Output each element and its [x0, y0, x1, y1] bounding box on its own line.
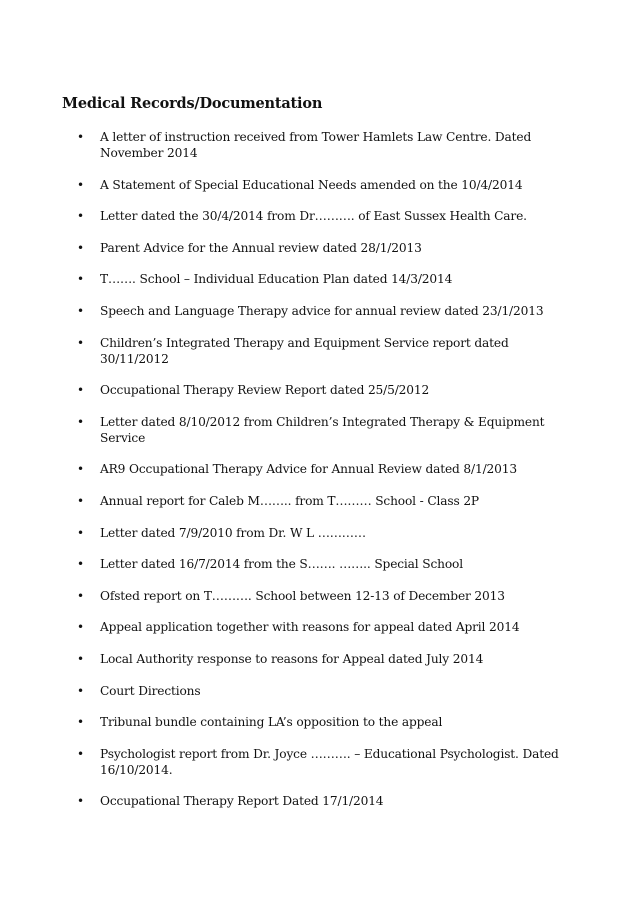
- list-item-text: AR9 Occupational Therapy Advice for Annual Review dated 8/1/2013: [100, 462, 517, 477]
- bullet-icon: •: [77, 240, 84, 255]
- records-list: [0, 129, 638, 825]
- list-item: [0, 414, 638, 446]
- list-item-text: Psychologist report from Dr. Joyce ………. – Educational Psychologist. Dated 16/10/2014.: [100, 746, 559, 777]
- list-item-text: Court Directions: [100, 683, 201, 698]
- list-item-text: Letter dated 16/7/2014 from the S……. …….. Special School: [100, 557, 463, 572]
- list-item: [0, 461, 638, 477]
- bullet-icon: •: [77, 209, 84, 224]
- section-heading: Medical Records/Documentation: [62, 95, 323, 112]
- list-item-text: Occupational Therapy Report Dated 17/1/2014: [100, 794, 384, 809]
- bullet-icon: •: [77, 557, 84, 572]
- list-item-text: Speech and Language Therapy advice for annual review dated 23/1/2013: [100, 303, 544, 318]
- list-item-text: Letter dated the 30/4/2014 from Dr………. of East Sussex Health Care.: [100, 209, 527, 224]
- bullet-icon: •: [77, 383, 84, 398]
- bullet-icon: •: [77, 588, 84, 603]
- list-item: [0, 271, 638, 287]
- list-item: [0, 746, 638, 778]
- list-item: [0, 619, 638, 635]
- list-item: [0, 793, 638, 809]
- list-item-text: Parent Advice for the Annual review dated 28/1/2013: [100, 240, 422, 255]
- bullet-icon: •: [77, 272, 84, 287]
- list-item: [0, 382, 638, 398]
- bullet-icon: •: [77, 525, 84, 540]
- list-item: [0, 208, 638, 224]
- list-item-text: Local Authority response to reasons for Appeal dated July 2014: [100, 651, 484, 666]
- list-item-text: Children’s Integrated Therapy and Equipment Service report dated 30/11/2012: [100, 335, 509, 366]
- list-item-text: T……. School – Individual Education Plan dated 14/3/2014: [100, 272, 453, 287]
- bullet-icon: •: [77, 335, 84, 350]
- bullet-icon: •: [77, 462, 84, 477]
- list-item: [0, 177, 638, 193]
- list-item: [0, 335, 638, 367]
- list-item: [0, 493, 638, 509]
- bullet-icon: •: [77, 414, 84, 429]
- list-item-text: Ofsted report on T………. School between 12-13 of December 2013: [100, 588, 505, 603]
- list-item-text: Letter dated 8/10/2012 from Children’s Integrated Therapy & Equipment Service: [100, 414, 545, 445]
- list-item: [0, 240, 638, 256]
- bullet-icon: •: [77, 130, 84, 144]
- bullet-icon: •: [77, 746, 84, 761]
- list-item: [0, 525, 638, 541]
- list-item-text: Letter dated 7/9/2010 from Dr. W L …………: [100, 525, 366, 540]
- list-item-text: A letter of instruction received from Tower Hamlets Law Centre. Dated November 2014: [100, 130, 532, 160]
- list-item: [0, 303, 638, 319]
- list-item: [0, 588, 638, 604]
- bullet-icon: •: [77, 715, 84, 730]
- list-item: [0, 683, 638, 699]
- list-item-text: Tribunal bundle containing LA’s opposition to the appeal: [100, 715, 443, 730]
- list-item-text: Appeal application together with reasons for appeal dated April 2014: [100, 620, 520, 635]
- bullet-icon: •: [77, 620, 84, 635]
- list-item: [0, 129, 638, 161]
- list-item: [0, 556, 638, 572]
- bullet-icon: •: [77, 683, 84, 698]
- bullet-icon: •: [77, 794, 84, 809]
- list-item-text: Annual report for Caleb M…….. from T……… School - Class 2P: [100, 493, 479, 508]
- bullet-icon: •: [77, 493, 84, 508]
- bullet-icon: •: [77, 303, 84, 318]
- bullet-icon: •: [77, 177, 84, 192]
- list-item: [0, 714, 638, 730]
- bullet-icon: •: [77, 651, 84, 666]
- list-item: [0, 651, 638, 667]
- list-item-text: A Statement of Special Educational Needs amended on the 10/4/2014: [100, 177, 523, 192]
- list-item-text: Occupational Therapy Review Report dated 25/5/2012: [100, 383, 430, 398]
